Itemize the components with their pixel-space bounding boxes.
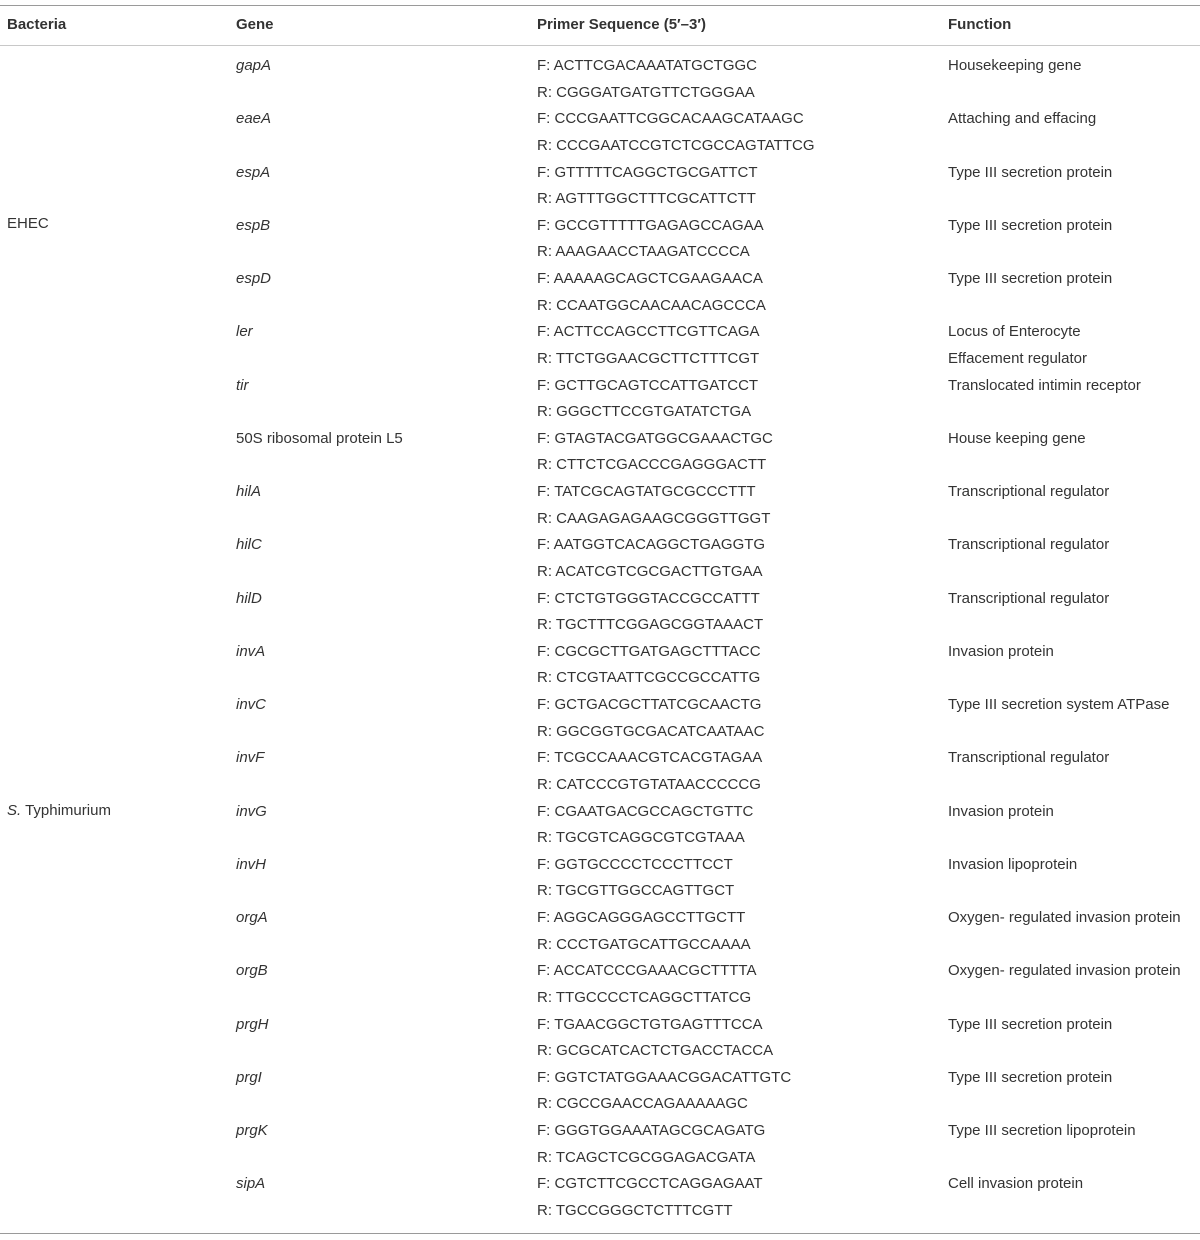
gene-cell: hilD (236, 589, 262, 607)
table-row (0, 532, 1200, 585)
table-row (0, 373, 1200, 426)
forward-primer: F: CCCGAATTCGGCACAAGCATAAGC (537, 110, 804, 128)
reverse-primer: R: GGGCTTCCGTGATATCTGA (537, 403, 752, 421)
primer-cell (537, 745, 762, 798)
reverse-primer: R: CATCCCGTGTATAACCCCCG (537, 775, 761, 793)
primer-cell (537, 532, 765, 585)
reverse-primer: R: ACATCGTCGCGACTTGTGAA (537, 562, 763, 580)
bacteria-genus: S. (7, 802, 22, 819)
function-text: Type III secretion lipoprotein (948, 1122, 1136, 1139)
reverse-primer: R: CCAATGGCAACAACAGCCCA (537, 296, 766, 314)
function-cell (948, 745, 1109, 772)
function-text: House keeping gene (948, 429, 1086, 447)
forward-primer: F: AATGGTCACAGGCTGAGGTG (537, 536, 766, 554)
primer-cell (537, 1012, 773, 1065)
gene-cell: ler (236, 323, 253, 341)
header-function: Function (948, 16, 1012, 33)
forward-primer: F: CGCGCTTGATGAGCTTTACC (537, 642, 761, 660)
forward-primer: F: TCGCCAAACGTCACGTAGAA (537, 749, 763, 767)
forward-primer: F: GCCGTTTTTGAGAGCCAGAA (537, 216, 764, 234)
reverse-primer: R: CTCGTAATTCGCCGCCATTG (537, 669, 761, 687)
gene-cell: orgA (236, 909, 268, 926)
table-row (0, 53, 1200, 106)
forward-primer: F: AAAAAGCAGCTCGAAGAACA (537, 270, 763, 287)
primer-cell (537, 799, 753, 852)
function-cell (948, 1012, 1112, 1039)
table-row (0, 1065, 1200, 1118)
function-cell (948, 639, 1054, 666)
table-row (0, 479, 1200, 532)
function-cell (948, 692, 1169, 719)
table-row (0, 319, 1200, 372)
reverse-primer: R: TGCCGGGCTCTTTCGTT (537, 1201, 733, 1219)
function-text: Invasion protein (948, 642, 1054, 660)
function-cell (948, 799, 1054, 826)
function-text: Type III secretion protein (948, 270, 1113, 287)
function-cell (948, 905, 1181, 932)
primer-cell (537, 266, 766, 319)
table-row (0, 745, 1200, 798)
forward-primer: F: TATCGCAGTATGCGCCCTTT (537, 483, 756, 500)
primer-cell (537, 160, 758, 213)
primer-cell (537, 905, 751, 958)
table-row (0, 799, 1200, 852)
gene-cell: invA (236, 642, 266, 660)
gene-cell: gapA (236, 57, 272, 74)
function-text: Transcriptional regulator (948, 483, 1110, 500)
gene-cell: espD (236, 270, 272, 287)
function-cell (948, 266, 1112, 293)
function-cell (948, 319, 1087, 372)
function-text-continued: Effacement regulator (948, 349, 1087, 367)
forward-primer: F: TGAACGGCTGTGAGTTTCCA (537, 1015, 763, 1033)
forward-primer: F: CGAATGACGCCAGCTGTTC (537, 802, 754, 820)
forward-primer: F: GGGTGGAAATAGCGCAGATG (537, 1122, 766, 1139)
function-text: Locus of Enterocyte (948, 323, 1081, 341)
reverse-primer: R: AGTTTGGCTTTCGCATTCTT (537, 190, 756, 208)
reverse-primer: R: TGCGTTGGCCAGTTGCT (537, 882, 735, 900)
gene-cell: sipA (236, 1175, 266, 1193)
reverse-primer: R: GCGCATCACTCTGACCTACCA (537, 1042, 774, 1060)
reverse-primer: R: AAAGAACCTAAGATCCCCA (537, 243, 750, 261)
primer-cell (537, 479, 770, 532)
table-row (0, 1012, 1200, 1065)
table-row (0, 692, 1200, 745)
table-row (0, 1118, 1200, 1171)
gene-cell: invC (236, 696, 267, 713)
function-cell (948, 479, 1109, 506)
function-text: Type III secretion protein (948, 216, 1113, 234)
gene-cell: espB (236, 216, 271, 234)
reverse-primer: R: TTGCCCCTCAGGCTTATCG (537, 988, 752, 1006)
table-row (0, 426, 1200, 479)
function-cell (948, 1118, 1136, 1145)
forward-primer: F: ACCATCCCGAAACGCTTTTA (537, 962, 757, 980)
table-bottom-rule (0, 1233, 1200, 1234)
function-text: Transcriptional regulator (948, 589, 1110, 607)
reverse-primer: R: GGCGGTGCGACATCAATAAC (537, 722, 765, 740)
reverse-primer: R: TTCTGGAACGCTTCTTTCGT (537, 349, 760, 367)
bacteria-species: Typhimurium (21, 802, 111, 819)
function-text: Type III secretion protein (948, 1015, 1113, 1033)
function-text: Type III secretion protein (948, 163, 1113, 181)
primer-cell (537, 958, 756, 1011)
header-rule (0, 45, 1200, 46)
gene-cell: prgH (236, 1015, 269, 1033)
header-bacteria: Bacteria (7, 16, 67, 33)
primer-cell (537, 373, 758, 426)
primer-cell (537, 586, 763, 639)
function-cell (948, 852, 1077, 879)
table-row (0, 639, 1200, 692)
table-top-rule (0, 5, 1200, 6)
function-cell (948, 53, 1081, 80)
function-cell (948, 160, 1112, 187)
gene-cell: 50S ribosomal protein L5 (236, 429, 403, 447)
function-text: Housekeeping gene (948, 57, 1082, 74)
primer-cell (537, 426, 773, 479)
reverse-primer: R: CCCGAATCCGTCTCGCCAGTATTCG (537, 136, 815, 154)
function-text: Attaching and effacing (948, 110, 1097, 128)
forward-primer: F: GTTTTTCAGGCTGCGATTCT (537, 163, 758, 181)
function-text: Cell invasion protein (948, 1175, 1084, 1193)
reverse-primer: R: CTTCTCGACCCGAGGGACTT (537, 456, 767, 474)
table-row (0, 958, 1200, 1011)
gene-cell: prgI (236, 1068, 262, 1086)
table-row (0, 905, 1200, 958)
function-cell (948, 106, 1096, 133)
function-cell (948, 958, 1181, 985)
gene-cell: hilC (236, 536, 262, 554)
forward-primer: F: GCTTGCAGTCCATTGATCCT (537, 376, 759, 394)
forward-primer: F: GCTGACGCTTATCGCAACTG (537, 696, 762, 713)
table-row (0, 160, 1200, 213)
reverse-primer: R: CGCCGAACCAGAAAAAGC (537, 1095, 748, 1113)
header-gene: Gene (236, 16, 274, 33)
gene-cell: prgK (236, 1122, 268, 1139)
gene-cell: invF (236, 749, 265, 767)
function-cell (948, 1065, 1112, 1092)
table-row (0, 266, 1200, 319)
reverse-primer: R: CCCTGATGCATTGCCAAAA (537, 935, 751, 953)
function-text: Translocated intimin receptor (948, 376, 1141, 394)
table-row (0, 106, 1200, 159)
gene-cell: espA (236, 163, 271, 181)
primer-cell (537, 106, 815, 159)
forward-primer: F: ACTTCGACAAATATGCTGGC (537, 57, 758, 74)
reverse-primer: R: CGGGATGATGTTCTGGGAA (537, 83, 755, 101)
function-text: Transcriptional regulator (948, 536, 1110, 554)
function-cell (948, 213, 1112, 240)
gene-cell: hilA (236, 483, 262, 500)
primer-cell (537, 639, 761, 692)
function-cell (948, 586, 1109, 613)
primer-cell (537, 1171, 763, 1224)
forward-primer: F: ACTTCCAGCCTTCGTTCAGA (537, 323, 760, 341)
gene-cell: eaeA (236, 110, 272, 128)
reverse-primer: R: TGCGTCAGGCGTCGTAAA (537, 829, 745, 847)
gene-cell: tir (236, 376, 249, 394)
bacteria-ehec: EHEC (7, 215, 49, 232)
primer-cell (537, 213, 764, 266)
gene-cell: invG (236, 802, 267, 820)
function-text: Transcriptional regulator (948, 749, 1110, 767)
function-cell (948, 532, 1109, 559)
forward-primer: F: GGTCTATGGAAACGGACATTGTC (537, 1068, 792, 1086)
primer-cell (537, 852, 734, 905)
table-row (0, 213, 1200, 266)
reverse-primer: R: CAAGAGAGAAGCGGGTTGGT (537, 509, 771, 527)
table-row (0, 852, 1200, 905)
header-primer-sequence: Primer Sequence (5′–3′) (537, 16, 706, 33)
primer-cell (537, 692, 765, 745)
function-text: Invasion protein (948, 802, 1054, 820)
function-text: Invasion lipoprotein (948, 855, 1078, 873)
primer-cell (537, 1065, 791, 1118)
gene-cell: invH (236, 855, 267, 873)
forward-primer: F: GGTGCCCCTCCCTTCCT (537, 855, 733, 873)
forward-primer: F: AGGCAGGGAGCCTTGCTT (537, 909, 746, 926)
forward-primer: F: GTAGTACGATGGCGAAACTGC (537, 429, 773, 447)
primer-cell (537, 1118, 765, 1171)
function-text: Type III secretion system ATPase (948, 696, 1170, 713)
function-cell (948, 373, 1141, 400)
gene-cell: orgB (236, 962, 268, 980)
function-text: Oxygen- regulated invasion protein (948, 909, 1181, 926)
table-row (0, 1171, 1200, 1224)
reverse-primer: R: TGCTTTCGGAGCGGTAAACT (537, 616, 764, 634)
forward-primer: F: CTCTGTGGGTACCGCCATTT (537, 589, 760, 607)
reverse-primer: R: TCAGCTCGCGGAGACGATA (537, 1148, 756, 1166)
function-cell (948, 426, 1086, 453)
primer-cell (537, 319, 760, 372)
forward-primer: F: CGTCTTCGCCTCAGGAGAAT (537, 1175, 763, 1193)
primer-cell (537, 53, 757, 106)
function-text: Type III secretion protein (948, 1068, 1113, 1086)
table-row (0, 586, 1200, 639)
function-text: Oxygen- regulated invasion protein (948, 962, 1181, 980)
function-cell (948, 1171, 1083, 1198)
